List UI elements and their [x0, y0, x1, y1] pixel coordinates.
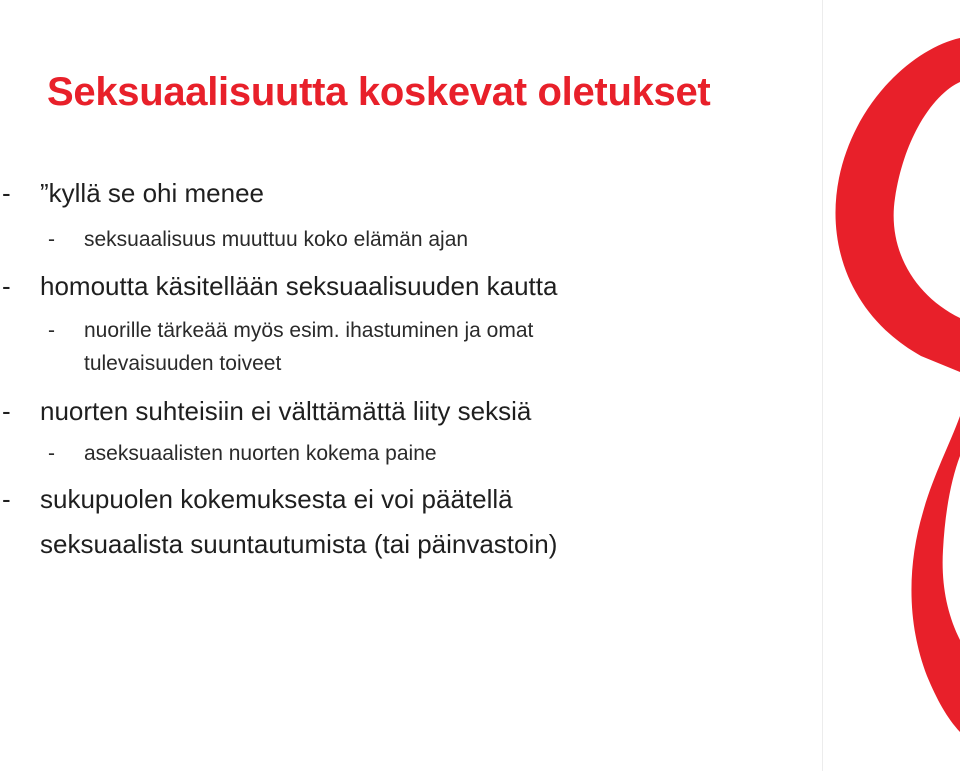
sub-bullet-dash: - — [48, 319, 55, 342]
sub-bullet-text-line-1: nuorille tärkeää myös esim. ihastuminen ja omat — [84, 319, 534, 342]
bullet-text-line-1: sukupuolen kokemuksesta ei voi päätellä — [40, 484, 513, 514]
bullet-dash: - — [2, 484, 11, 514]
bullet-text-line-2: seksuaalista suuntautumista (tai päinvastoin) — [40, 529, 558, 559]
sub-bullet-dash: - — [48, 442, 55, 465]
sub-bullet-item-3 — [48, 442, 437, 466]
sub-bullet-text: aseksuaalisten nuorten kokema paine — [84, 442, 437, 465]
bullet-item-3 — [0, 396, 531, 427]
sub-bullet-item-2 — [48, 314, 533, 380]
sub-bullet-text: seksuaalisuus muuttuu koko elämän ajan — [84, 228, 469, 251]
bullet-text: homoutta käsitellään seksuaalisuuden kautta — [40, 271, 558, 301]
bullet-text — [40, 477, 557, 567]
slide-title: Seksuaalisuutta koskevat oletukset — [47, 70, 711, 114]
sub-bullet-item-1 — [48, 228, 468, 252]
bullet-text: ”kyllä se ohi menee — [40, 178, 264, 208]
bullet-text: nuorten suhteisiin ei välttämättä liity seksiä — [40, 396, 532, 426]
bullet-item-4 — [0, 477, 557, 567]
sub-bullet-text-line-2: tulevaisuuden toiveet — [84, 352, 282, 375]
red-swirl-emblem-icon — [823, 0, 960, 771]
bullet-dash: - — [2, 178, 11, 208]
bullet-dash: - — [2, 271, 11, 301]
bullet-item-2 — [0, 271, 557, 302]
bullet-item-1 — [0, 178, 264, 209]
bullet-dash: - — [2, 396, 11, 426]
sub-bullet-dash: - — [48, 228, 55, 251]
sub-bullet-text — [84, 314, 533, 380]
